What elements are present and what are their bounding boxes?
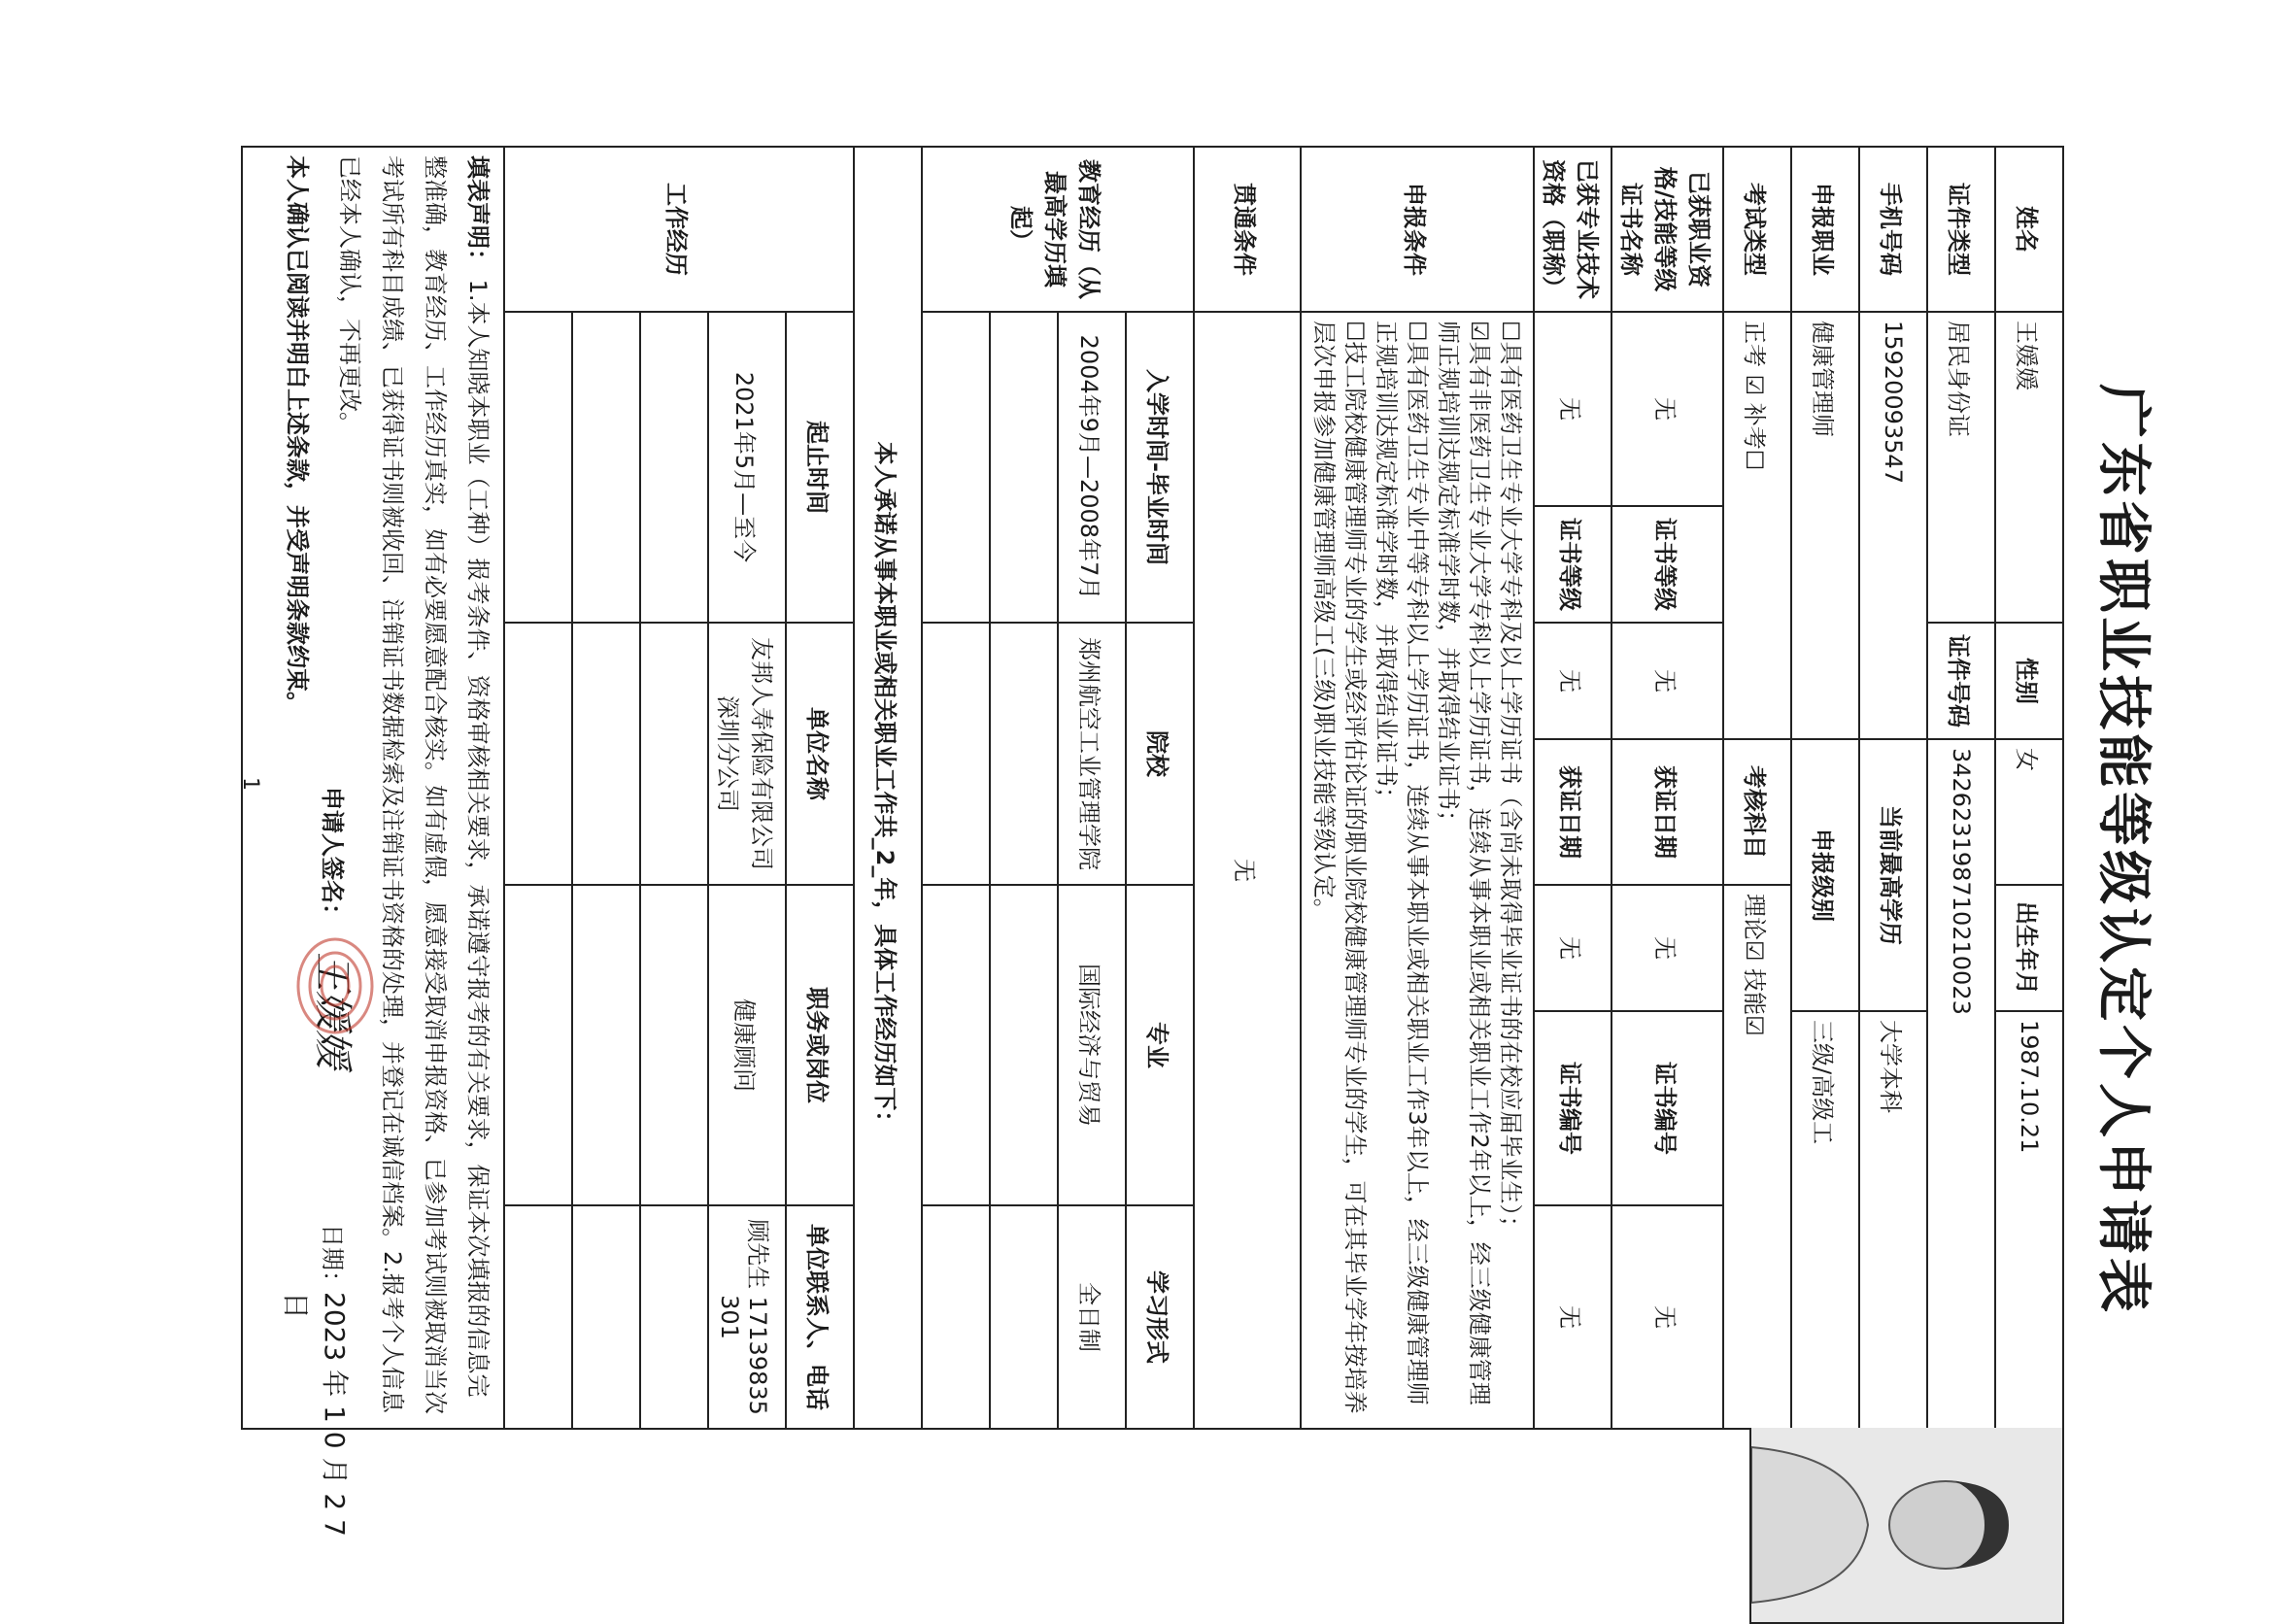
condition-item: ☑具有非医药卫生专业大学专科以上学历证书，连续从事本职业或相关职业工作2年以上，经三级健康管理师正规培训达规定标准学时数，并取得结业证书； bbox=[1435, 321, 1493, 1405]
level-value: 三级/高级工 bbox=[1791, 1011, 1859, 1429]
condition-item: ☐具有医药卫生专业中等专科以上学历证书，连续从事本职业或相关职业工作3年以上，经三级健康管理师正规培训达规定标准学时数，并取得结业证书； bbox=[1373, 321, 1431, 1405]
declaration-text: 1.本人知晓本职业（工种）报考条件、资格审核相关要求，承诺遵守报考的有关要求，保证本次填报的信息完整准确，教育经历、工作经历真实，如有必要愿意配合核实。如有虚假，愿意接受取消申报资格、已参加考试则被取消当次考试所有科目成绩、已获得证书则被收回、注销证书数据检索及注销证书资格的处理，并登记在诚信档案。2.报考个人信息已经本人确认，不再更改。 bbox=[336, 155, 492, 1414]
id-type-value: 居民身份证 bbox=[1927, 312, 1995, 623]
study-form-value: 全日制 bbox=[1058, 1205, 1126, 1429]
edu-history-label: 教育经历（从最高学历填起） bbox=[922, 147, 1194, 312]
work-history-label: 工作经历 bbox=[504, 147, 854, 312]
tech-cert-name: 无 bbox=[1534, 312, 1611, 506]
study-form-header: 学习形式 bbox=[1126, 1205, 1194, 1429]
person-photo-icon bbox=[1751, 1428, 2062, 1622]
tech-cert-no-label: 证书编号 bbox=[1534, 1011, 1611, 1205]
gender-label: 性别 bbox=[1995, 623, 2063, 739]
signature-label: 申请人签名： bbox=[319, 787, 346, 927]
edu-value: 大学本科 bbox=[1859, 1011, 1927, 1429]
level-label: 申报级别 bbox=[1791, 739, 1859, 1011]
prof-cert-date: 无 bbox=[1611, 885, 1723, 1011]
edu-time-value: 2004年9月—2008年7月 bbox=[1058, 312, 1126, 623]
form-title: 广东省职业技能等级认定个人申请表 bbox=[2091, 384, 2155, 1316]
tech-cert-no: 无 bbox=[1534, 1205, 1611, 1429]
transfer-label: 贯通条件 bbox=[1194, 147, 1301, 312]
work-time-header: 起止时间 bbox=[786, 312, 854, 623]
major-value: 国际经济与贸易 bbox=[1058, 885, 1126, 1205]
prof-cert-no-label: 证书编号 bbox=[1611, 1011, 1723, 1205]
contact-value: 顾先生 17139835301 bbox=[708, 1205, 786, 1429]
prof-cert-date-label: 获证日期 bbox=[1611, 739, 1723, 885]
prof-cert-level-label: 证书等级 bbox=[1611, 506, 1723, 623]
signature-row bbox=[280, 146, 369, 1554]
declaration-box bbox=[242, 147, 504, 1429]
tech-cert-level-label: 证书等级 bbox=[1534, 506, 1611, 623]
edu-time-header: 入学时间-毕业时间 bbox=[1126, 312, 1194, 623]
gender-value: 女 bbox=[1995, 739, 2063, 885]
occupation-label: 申报职业 bbox=[1791, 147, 1859, 312]
tech-cert-label: 已获专业技术资格（职称） bbox=[1534, 147, 1611, 312]
prof-cert-name: 无 bbox=[1611, 312, 1723, 506]
applicant-photo bbox=[1749, 1428, 2064, 1624]
work-statement: 本人承诺从事本职业或相关职业工作共_2_年，具体工作经历如下： bbox=[854, 147, 922, 1429]
id-type-label: 证件类型 bbox=[1927, 147, 1995, 312]
apply-conditions bbox=[1301, 312, 1534, 1429]
prof-cert-label: 已获职业资格/技能等级证书名称 bbox=[1611, 147, 1723, 312]
transfer-value: 无 bbox=[1194, 312, 1301, 1429]
phone-value: 15920093547 bbox=[1859, 312, 1927, 739]
contact-header: 单位联系人、电话 bbox=[786, 1205, 854, 1429]
position-value: 健康顾问 bbox=[708, 885, 786, 1205]
apply-cond-label: 申报条件 bbox=[1301, 147, 1534, 312]
confirm-text: 本人确认已阅读并明白上述条款，并受声明条款约束。 bbox=[284, 155, 311, 715]
name-label: 姓名 bbox=[1995, 147, 2063, 312]
fingerprint-stamp-icon bbox=[291, 932, 379, 1039]
edu-label: 当前最高学历 bbox=[1859, 739, 1927, 1011]
name-value: 王媛媛 bbox=[1995, 312, 2063, 623]
prof-cert-no: 无 bbox=[1611, 1205, 1723, 1429]
work-time-value: 2021年5月—至今 bbox=[708, 312, 786, 623]
prof-cert-level: 无 bbox=[1611, 623, 1723, 739]
page-number: 1 bbox=[238, 777, 262, 791]
birth-value: 1987.10.21 bbox=[1995, 1011, 2063, 1429]
tech-cert-level: 无 bbox=[1534, 623, 1611, 739]
id-no-label: 证件号码 bbox=[1927, 623, 1995, 739]
phone-label: 手机号码 bbox=[1859, 147, 1927, 312]
exam-type-value: 正考 ☑ 补考☐ bbox=[1723, 312, 1791, 739]
subject-value: 理论☑ 技能☑ bbox=[1723, 885, 1791, 1429]
employer-value: 友邦人寿保险有限公司深圳分公司 bbox=[708, 623, 786, 885]
id-no-value: 342623198710210023 bbox=[1927, 739, 1995, 1429]
major-header: 专业 bbox=[1126, 885, 1194, 1205]
declaration-title: 填表声明： bbox=[464, 155, 492, 272]
school-header: 院校 bbox=[1126, 623, 1194, 885]
occupation-value: 健康管理师 bbox=[1791, 312, 1859, 739]
birth-label: 出生年月 bbox=[1995, 885, 2063, 1011]
condition-item: ☐技工院校健康管理师专业的学生或经评估论证的职业院校健康管理师专业的学生，可在其毕业学年按培养层次申报参加健康管理师高级工(三级)职业技能等级认定。 bbox=[1310, 321, 1369, 1414]
signature: 王媛媛 bbox=[310, 952, 355, 1068]
subject-label: 考核科目 bbox=[1723, 739, 1791, 885]
condition-item: ☐具有医药卫生专业大学专科及以上学历证书（含尚未取得毕业证书的在校应届毕业生）； bbox=[1497, 321, 1524, 1239]
tech-cert-date: 无 bbox=[1534, 885, 1611, 1011]
date-label: 日期： bbox=[319, 1224, 346, 1294]
info-table bbox=[241, 146, 2064, 1430]
tech-cert-date-label: 获证日期 bbox=[1534, 739, 1611, 885]
position-header: 职务或岗位 bbox=[786, 885, 854, 1205]
employer-header: 单位名称 bbox=[786, 623, 854, 885]
exam-type-label: 考试类型 bbox=[1723, 147, 1791, 312]
date-value: 2023 年 1 0 月 2 7 日 bbox=[280, 1292, 351, 1537]
school-value: 郑州航空工业管理学院 bbox=[1058, 623, 1126, 885]
